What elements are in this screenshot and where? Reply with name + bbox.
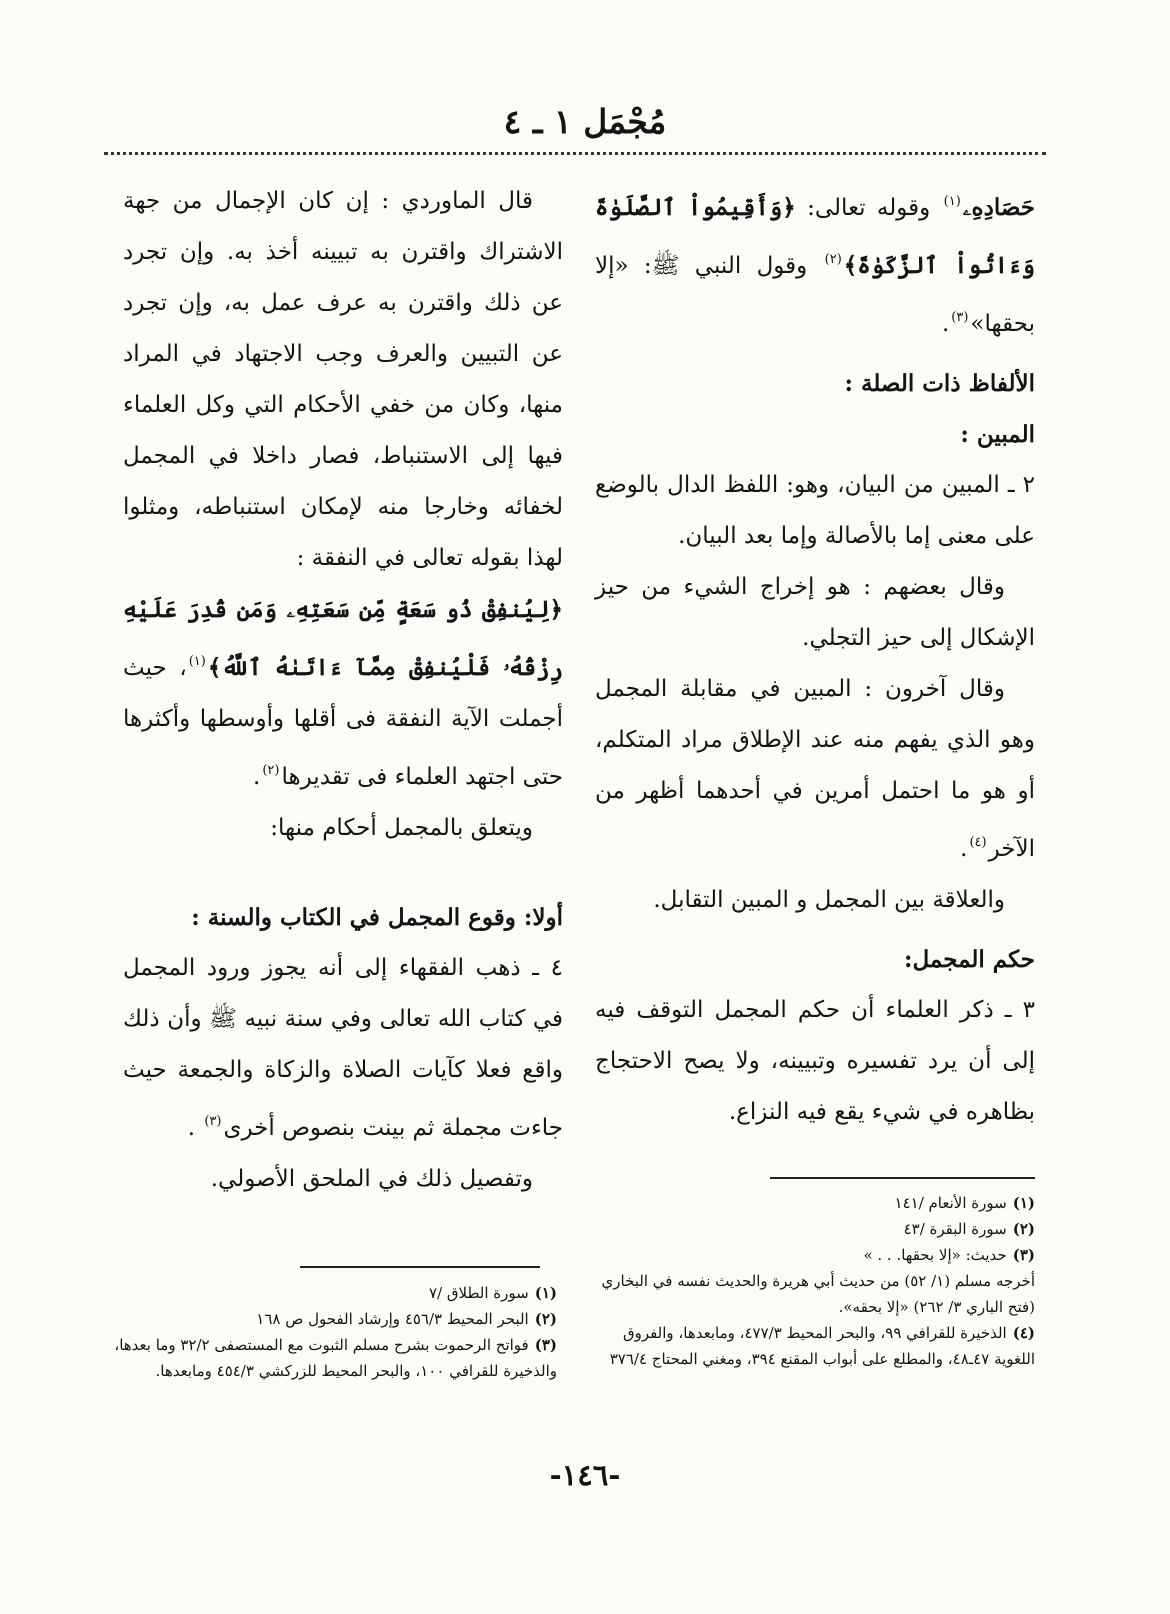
footnote-text: حديث: «إلا بحقها. . . » (863, 1246, 1007, 1264)
section-heading-related: الألفاظ ذات الصلة : (844, 370, 1035, 397)
paragraph-4 (123, 943, 563, 1154)
footnote-text: سورة الطلاق /٧ (429, 1284, 529, 1302)
intro-end: . (941, 311, 950, 337)
left-column (123, 176, 563, 1205)
intro-paragraph (595, 176, 1035, 350)
others-text: وقال آخرون : المبين في مقابلة المجمل وهو الذي يفهم منه عند الإطلاق مراد المتكلم، أو هو ما احتمل أمرين في أحدهما أظهر من الآخر (595, 676, 1035, 862)
footnote-text: البحر المحيط ٤٥٦/٣ وإرشاد الفحول ص ١٦٨ (256, 1310, 529, 1328)
paragraph-mawardi: قال الماوردي : إن كان الإجمال من جهة الاشتراك واقترن به تبيينه أخذ به. وإن تجرد عن ذلك واقترن به عرف عمل به، وإن تجرد عن التبيين والعرف وجب الاجتهاد في المراد منها، وكان من خفي الأحكام التي وكل العلماء فيها إلى الاستنباط، فصار داخلا في المجمل لخفائه وخارجا منه لإمكان استنباطه، ومثلوا لهذا بقوله تعالى في النفقة : (123, 188, 563, 571)
quran-fragment: حَصَادِهِۦ (962, 194, 1035, 221)
footnote-ref: (٣) (951, 310, 969, 325)
section-heading-first: أولا: وقوع المجمل في الكتاب والسنة : (191, 904, 563, 931)
paragraph-2: ٢ ـ المبين من البيان، وهو: اللفظ الدال بالوضع على معنى إما بالأصالة وإما بعد البيان. (595, 472, 1035, 549)
footnotes-right (595, 1190, 1035, 1372)
footnote-number: (٣) (534, 1336, 557, 1354)
footnote-number: (٣) (1012, 1246, 1035, 1264)
intro-text: وقوله تعالى: (795, 195, 942, 221)
section-heading-ruling: حكم المجمل: (904, 946, 1035, 973)
footnote-ref: (١) (188, 654, 206, 669)
footnote-text: أخرجه مسلم (١/ ٥٢) من حديث أبي هريرة والحديث نفسه في البخاري (فتح الباري ٣/ ٢٦٢) «إلا بحقه». (601, 1272, 1035, 1316)
paragraph-3: ٣ ـ ذكر العلماء أن حكم المجمل التوقف فيه إلى أن يرد تفسيره وتبيينه، ولا يصح الاحتجاج بظاهره في شيء يقع فيه النزاع. (595, 997, 1035, 1125)
quran-verse: ﴿وَأَقِيمُواْ ٱلصَّلَوٰةَ وَءَاتُواْ ٱلزَّكَوٰةَ﴾ (595, 194, 1035, 279)
page-number: -١٤٦- (549, 1458, 621, 1492)
paragraph-relation: والعلاقة بين المجمل و المبين التقابل. (653, 887, 1005, 913)
quran-verse-talaq: ﴿لِيُنفِقْ ذُو سَعَةٍ مِّن سَعَتِهِۦ وَمَن قُدِرَ عَلَيْهِ رِزْقُهُۥ فَلْيُنفِقْ مِمَّآ ءَاتَىٰهُ ٱللَّهُ﴾ (123, 596, 563, 681)
paragraph-rulings-intro: ويتعلق بالمجمل أحكام منها: (270, 815, 533, 841)
footnote-number: (٢) (1012, 1220, 1035, 1238)
footnote-ref: (١) (943, 194, 961, 209)
footnote-ref: (٤) (969, 835, 987, 850)
footnote-item (112, 1306, 557, 1332)
footnote-text: سورة البقرة /٤٣ (903, 1220, 1007, 1238)
footnotes-left (112, 1280, 557, 1384)
p4-text: ٤ ـ ذهب الفقهاء إلى أنه يجوز ورود المجمل في كتاب الله تعالى وفي سنة نبيه ﷺ وأن ذلك واقع فعلا كآيات الصلاة والزكاة والجمعة حيث جاءت مجملة ثم بينت بنصوص أخرى (123, 955, 563, 1141)
footnote-item (595, 1216, 1035, 1242)
footnote-text: فواتح الرحموت بشرح مسلم الثبوت مع المستصفى ٣٢/٢ وما بعدها، والذخيرة للقرافي ١٠٠، والبحر المحيط للزركشي ٤٥٤/٣ ومابعدها. (114, 1336, 557, 1380)
right-column (595, 176, 1035, 1138)
footnote-text: سورة الأنعام /١٤١ (894, 1194, 1007, 1212)
footnote-rule-right (770, 1177, 1035, 1179)
paragraph-detail: وتفصيل ذلك في الملحق الأصولي. (210, 1166, 533, 1192)
footnote-number: (١) (534, 1284, 557, 1302)
footnote-text: الذخيرة للقرافي ٩٩، والبحر المحيط ٤٧٧/٣، ومابعدها، والفروق اللغوية ٤٧ـ٤٨، والمطلع على أبواب المقنع ٣٩٤، ومغني المحتاج ٣٧٦/٤ (609, 1324, 1035, 1368)
footnote-number: (٢) (534, 1310, 557, 1328)
footnote-rule-left (300, 1266, 540, 1268)
paragraph-some-said: وقال بعضهم : هو إخراج الشيء من حيز الإشكال إلى حيز التجلي. (595, 574, 1035, 651)
paragraph-others-said (595, 664, 1035, 875)
footnote-ref: (٣) (204, 1114, 222, 1129)
footnote-item (595, 1320, 1035, 1372)
after-quran-end: . (253, 764, 261, 790)
header-dotted-divider (104, 152, 1046, 155)
page-header-title: مُجْمَل ١ ـ ٤ (503, 102, 667, 141)
after-quran-text: ، حيث أجملت الآية النفقة فى أقلها وأوسطها وأكثرها حتى اجتهد العلماء فى تقديرها (123, 655, 563, 790)
p4-end: . (187, 1115, 203, 1141)
footnote-number: (١) (1012, 1194, 1035, 1212)
others-end: . (960, 836, 968, 862)
footnote-item (595, 1268, 1035, 1320)
footnote-item (112, 1332, 557, 1384)
footnote-item (112, 1280, 557, 1306)
footnote-item (595, 1242, 1035, 1268)
subheading-mubin: المبين : (960, 421, 1035, 448)
footnote-item (595, 1190, 1035, 1216)
footnote-number: (٤) (1012, 1324, 1035, 1342)
paragraph-quran-talaq (123, 584, 563, 803)
footnote-ref: (٢) (824, 252, 842, 267)
footnote-ref: (٢) (262, 763, 280, 778)
intro-text: وقول النبي ﷺ: «إلا بحقها» (595, 253, 1035, 337)
